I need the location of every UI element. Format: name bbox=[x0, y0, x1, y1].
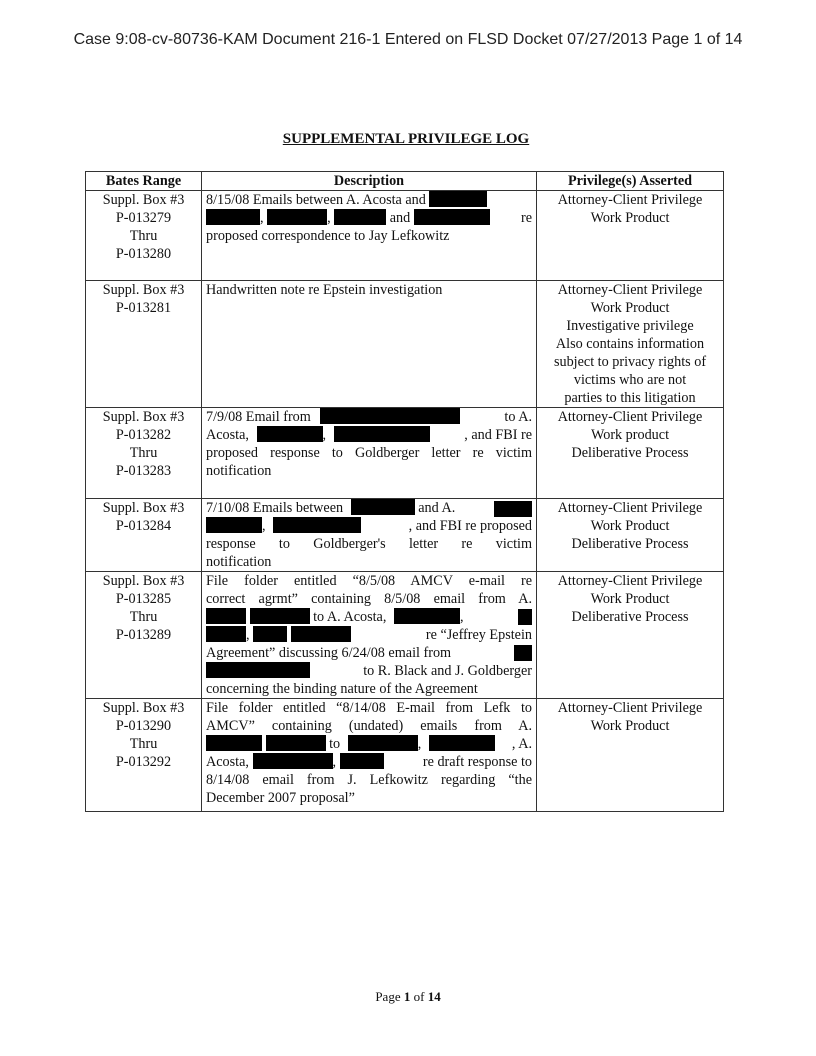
privilege-cell: Attorney-Client Privilege Work Product Deliberative Process bbox=[537, 572, 724, 699]
redaction bbox=[250, 608, 310, 624]
page-title: SUPPLEMENTAL PRIVILEGE LOG bbox=[282, 131, 530, 147]
redaction bbox=[394, 608, 460, 624]
redaction bbox=[291, 626, 351, 642]
redaction bbox=[253, 753, 333, 769]
privilege-cell: Attorney-Client Privilege Work Product bbox=[537, 699, 724, 812]
bates-cell: Suppl. Box #3 P-013290 Thru P-013292 bbox=[86, 699, 202, 812]
redaction bbox=[257, 426, 323, 442]
description-cell: 7/9/08 Email from to A. Acosta, , , and FBI re proposed response to Goldberger letter re victim notification bbox=[202, 408, 537, 499]
table-row bbox=[86, 699, 724, 812]
table-row bbox=[86, 408, 724, 499]
table-header-row bbox=[86, 172, 724, 191]
redaction bbox=[266, 735, 326, 751]
redaction bbox=[518, 609, 532, 625]
redaction bbox=[206, 209, 260, 225]
description-cell: File folder entitled “8/5/08 AMCV e-mail re correct agrmt” containing 8/5/08 email from A. to A. Acosta, , , re “Jeffrey Epstein Agreement” discussing 6/24/08 email from to R. Black and J. Goldberger concerning the binding nature of the Agreement bbox=[202, 572, 537, 699]
bates-cell: Suppl. Box #3 P-013281 bbox=[86, 281, 202, 408]
col-header-privilege: Privilege(s) Asserted bbox=[537, 172, 724, 191]
redaction bbox=[320, 408, 460, 424]
privilege-cell: Attorney-Client Privilege Work Product Deliberative Process bbox=[537, 499, 724, 572]
redaction bbox=[514, 645, 532, 661]
redaction bbox=[267, 209, 327, 225]
court-header: Case 9:08-cv-80736-KAM Document 216-1 Entered on FLSD Docket 07/27/2013 Page 1 of 14 bbox=[73, 31, 743, 48]
description-cell: File folder entitled “8/14/08 E-mail from Lefk to AMCV” containing (undated) emails from A. to , , A. Acosta, , re draft response to 8/14/08 email from J. Lefkowitz regarding “the December 2007 proposal” bbox=[202, 699, 537, 812]
bates-cell: Suppl. Box #3 P-013279 Thru P-013280 bbox=[86, 191, 202, 281]
table-row bbox=[86, 499, 724, 572]
redaction bbox=[206, 626, 246, 642]
bates-cell: Suppl. Box #3 P-013285 Thru P-013289 bbox=[86, 572, 202, 699]
privilege-cell: Attorney-Client Privilege Work Product Investigative privilege Also contains information subject to privacy rights of victims who are not parties to this litigation bbox=[537, 281, 724, 408]
page-total: 14 bbox=[427, 989, 441, 1004]
table-row bbox=[86, 572, 724, 699]
table-row bbox=[86, 191, 724, 281]
redaction bbox=[334, 426, 430, 442]
page-number: 1 bbox=[403, 989, 411, 1004]
redaction bbox=[414, 209, 490, 225]
privilege-log-table bbox=[85, 171, 724, 812]
redaction bbox=[494, 501, 532, 517]
description-cell: Handwritten note re Epstein investigation bbox=[202, 281, 537, 408]
description-cell: 7/10/08 Emails between and A. , , and FBI re proposed response to Goldberger's letter re victim notification bbox=[202, 499, 537, 572]
redaction bbox=[429, 735, 495, 751]
redaction bbox=[206, 608, 246, 624]
redaction bbox=[334, 209, 386, 225]
redaction bbox=[206, 735, 262, 751]
redaction bbox=[351, 499, 415, 515]
col-header-bates: Bates Range bbox=[86, 172, 202, 191]
redaction bbox=[340, 753, 384, 769]
bates-cell: Suppl. Box #3 P-013282 Thru P-013283 bbox=[86, 408, 202, 499]
redaction bbox=[253, 626, 287, 642]
redaction bbox=[429, 191, 487, 207]
redaction bbox=[273, 517, 361, 533]
redaction bbox=[348, 735, 418, 751]
redaction bbox=[206, 662, 310, 678]
bates-cell: Suppl. Box #3 P-013284 bbox=[86, 499, 202, 572]
redaction bbox=[206, 517, 262, 533]
privilege-cell: Attorney-Client Privilege Work product Deliberative Process bbox=[537, 408, 724, 499]
table-row bbox=[86, 281, 724, 408]
page-footer: Page 1 of 14 bbox=[375, 989, 441, 1004]
col-header-description: Description bbox=[202, 172, 537, 191]
privilege-cell: Attorney-Client Privilege Work Product bbox=[537, 191, 724, 281]
description-cell: 8/15/08 Emails between A. Acosta and , , and re proposed correspondence to Jay Lefkowitz bbox=[202, 191, 537, 281]
